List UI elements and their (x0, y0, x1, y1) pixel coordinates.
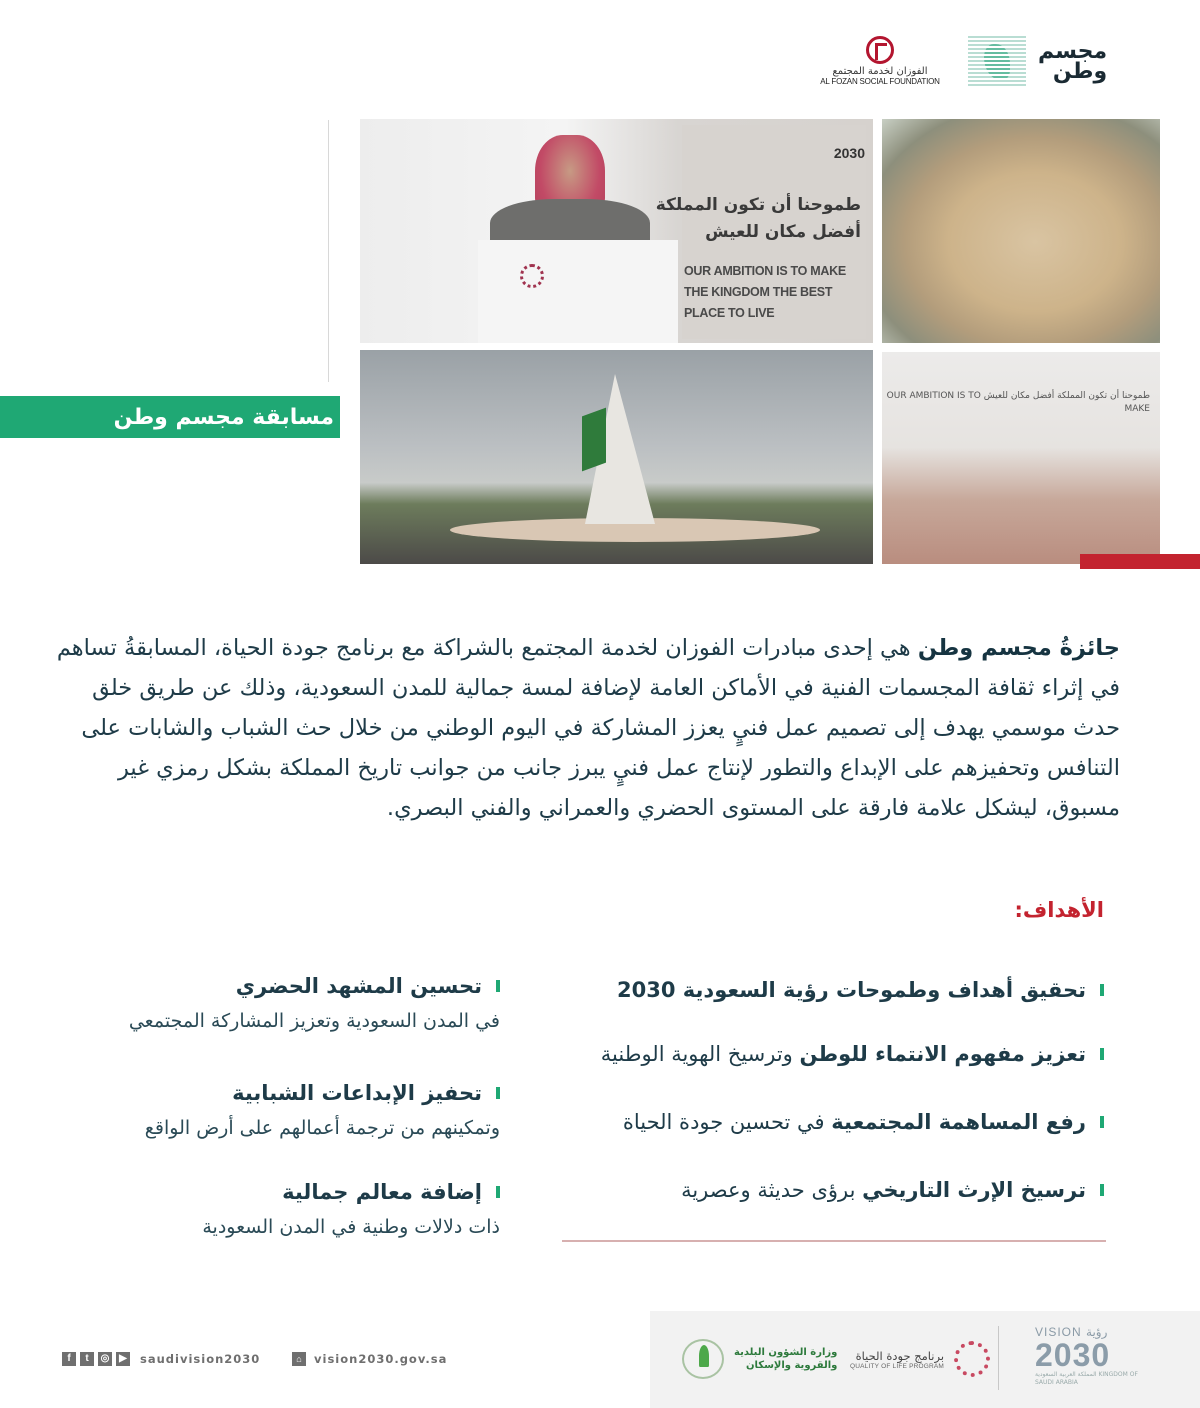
board-arabic-line2: أفضل مكان للعيش (705, 222, 861, 242)
bullet-icon (1100, 1116, 1104, 1128)
partner-logos (650, 1311, 1200, 1408)
goal-subtext: في المدن السعودية وتعزيز المشاركة المجتمعي (128, 1010, 500, 1032)
facebook-icon[interactable]: f (62, 1352, 76, 1366)
goal-heading: إضافة معالم جمالية (282, 1180, 482, 1204)
vision-sub: المملكة العربية السعودية KINGDOM OF SAUDI ARABIA (1035, 1371, 1138, 1386)
bullet-icon (496, 1186, 500, 1198)
bullet-icon (496, 1087, 500, 1099)
photo-sculpture-aerial (882, 119, 1160, 343)
bullet-icon (496, 980, 500, 992)
red-accent-bar (1080, 554, 1200, 569)
vision-label: VISION رؤية (1035, 1325, 1108, 1339)
website-url[interactable]: vision2030.gov.sa (314, 1352, 448, 1366)
photo-monument-render (360, 350, 873, 564)
goal-item (129, 974, 500, 1032)
ministry-line1: وزارة الشؤون البلدية (734, 1347, 838, 1358)
social-links (62, 1352, 260, 1366)
photo-audience (882, 352, 1160, 564)
qol-emblem-icon (954, 1341, 990, 1377)
saudi-map-icon (968, 36, 1026, 88)
title-banner (0, 396, 340, 438)
goal-heading: تحفيز الإبداعات الشبابية (232, 1081, 482, 1105)
goal-rest: في تحسين جودة الحياة (622, 1110, 832, 1134)
audience-board-text: طموحنا أن تكون المملكة أفضل مكان للعيش OUR AMBITION IS TO MAKE (886, 391, 1150, 414)
wattan-logo-line1: مجسم (1038, 39, 1108, 64)
footer-separator (998, 1326, 999, 1390)
palm-emblem-icon (682, 1339, 724, 1379)
board-vision-year: 2030 (833, 145, 865, 161)
qol-program-logo (850, 1341, 990, 1377)
website-link[interactable] (292, 1352, 447, 1366)
intro-paragraph (40, 628, 1120, 828)
twitter-icon[interactable]: t (80, 1352, 94, 1366)
board-english: OUR AMBITION IS TO MAKE THE KINGDOM THE BEST PLACE TO LIVE (684, 264, 846, 320)
goal-item (145, 1081, 500, 1139)
photo-speaker-podium (360, 119, 873, 343)
goal-item (681, 1178, 1104, 1202)
fozan-logo-arabic: الفوزان لخدمة المجتمع (832, 66, 928, 77)
vision-2030-logo (1035, 1325, 1145, 1387)
qol-emblem-icon (520, 264, 544, 288)
instagram-icon[interactable]: ◎ (98, 1352, 112, 1366)
goal-item (601, 1042, 1104, 1066)
fozan-foundation-logo (815, 36, 945, 92)
intro-text: هي إحدى مبادرات الفوزان لخدمة المجتمع بالشراكة مع برنامج جودة الحياة، المسابقةُ تساهم في إثراء ثقافة المجسمات الفنية في الأماكن العامة لإضافة لمسة جمالية للمدن السعودية، وذلك عن طريق خلق حدث موسمي يهدف إلى تصميم عمل فنيٍ يعزز المشاركة في اليوم الوطني من خلال حث الشباب والشابات على التنافس وتحفيزهم على الإبداع والتطور لإنتاج عمل فنيٍ يبرز جانب من جوانب تاريخ المملكة بشكل رمزي غير مسبوق، ليشكل علامة فارقة على المستوى الحضري والعمراني والفني البصري. (56, 635, 1120, 821)
goal-bold: تعزيز مفهوم الانتماء للوطن (799, 1042, 1086, 1066)
home-icon: ⌂ (292, 1352, 306, 1366)
board-arabic-line1: طموحنا أن تكون المملكة (655, 195, 861, 215)
goal-item (623, 1110, 1104, 1134)
goal-bold: رفع المساهمة المجتمعية (831, 1110, 1086, 1134)
banner-title: مسابقة مجسم وطن (113, 404, 334, 430)
goals-heading: الأهداف: (1014, 898, 1104, 922)
goal-bold: تحقيق أهداف وطموحات رؤية السعودية 2030 (617, 978, 1086, 1002)
goals-divider (562, 1240, 1106, 1242)
fozan-emblem-icon (866, 36, 894, 64)
goal-item (202, 1180, 500, 1238)
wattan-logo-line2: وطن (1052, 59, 1108, 84)
youtube-icon[interactable]: ▶ (116, 1352, 130, 1366)
goal-subtext: وتمكينهم من ترجمة أعمالهم على أرض الواقع (144, 1117, 500, 1139)
bullet-icon (1100, 984, 1104, 996)
ministry-logo (682, 1339, 837, 1379)
podium (478, 240, 678, 343)
goal-bold: ترسيخ الإرث التاريخي (862, 1178, 1086, 1202)
qol-english: QUALITY OF LIFE PROGRAM (850, 1362, 945, 1370)
qol-arabic: برنامج جودة الحياة (855, 1348, 945, 1363)
fozan-logo-english: AL FOZAN SOCIAL FOUNDATION (820, 77, 940, 86)
vertical-divider (328, 120, 329, 382)
wattan-sculpture-logo (968, 36, 1128, 88)
goal-item (617, 978, 1104, 1002)
social-handle[interactable]: saudivision2030 (140, 1352, 261, 1366)
bullet-icon (1100, 1048, 1104, 1060)
goal-rest: برؤى حديثة وعصرية (681, 1178, 863, 1202)
goal-subtext: ذات دلالات وطنية في المدن السعودية (202, 1216, 500, 1238)
wattan-logo-text (1038, 39, 1108, 84)
bullet-icon (1100, 1184, 1104, 1196)
intro-bold-lead: جائزةُ مجسم وطن (917, 635, 1120, 661)
vision-year: 2030 (1035, 1337, 1111, 1373)
goal-heading: تحسين المشهد الحضري (235, 974, 482, 998)
ministry-line2: والقروية والإسكان (745, 1360, 838, 1371)
goal-rest: وترسيخ الهوية الوطنية (600, 1042, 800, 1066)
monument-green-panel (582, 408, 606, 472)
